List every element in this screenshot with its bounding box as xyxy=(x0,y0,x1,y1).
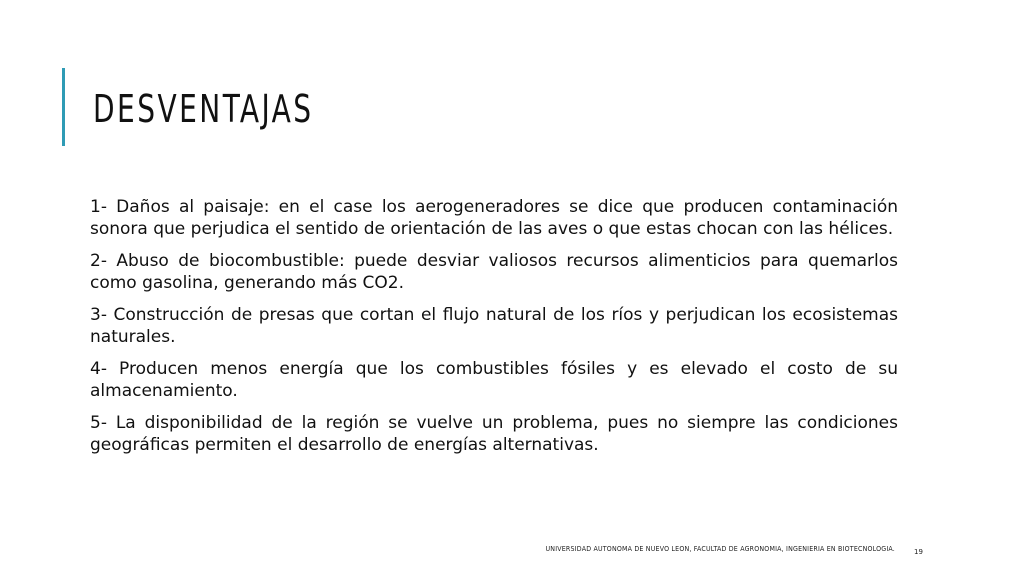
list-item: 3- Construcción de presas que cortan el flujo natural de los ríos y perjudican los ecosistemas naturales. xyxy=(90,305,898,347)
list-item: 2- Abuso de biocombustible: puede desviar valiosos recursos alimenticios para quemarlos como gasolina, generando más CO2. xyxy=(90,251,898,293)
list-item: 1- Daños al paisaje: en el case los aerogeneradores se dice que producen contaminación sonora que perjudica el sentido de orientación de las aves o que estas chocan con las hélices. xyxy=(90,197,898,239)
list-item: 4- Producen menos energía que los combustibles fósiles y es elevado el costo de su almacenamiento. xyxy=(90,359,898,401)
slide-footer: UNIVERSIDAD AUTONOMA DE NUEVO LEON, FACULTAD DE AGRONOMIA, INGENIERIA EN BIOTECNOLOGIA. xyxy=(545,545,895,553)
slide-body xyxy=(90,196,898,466)
slide-title: DESVENTAJAS xyxy=(93,87,314,131)
page-number: 19 xyxy=(914,548,923,556)
list-item: 5- La disponibilidad de la región se vuelve un problema, pues no siempre las condiciones geográficas permiten el desarrollo de energías alternativas. xyxy=(90,413,898,455)
title-accent-bar xyxy=(62,68,65,146)
